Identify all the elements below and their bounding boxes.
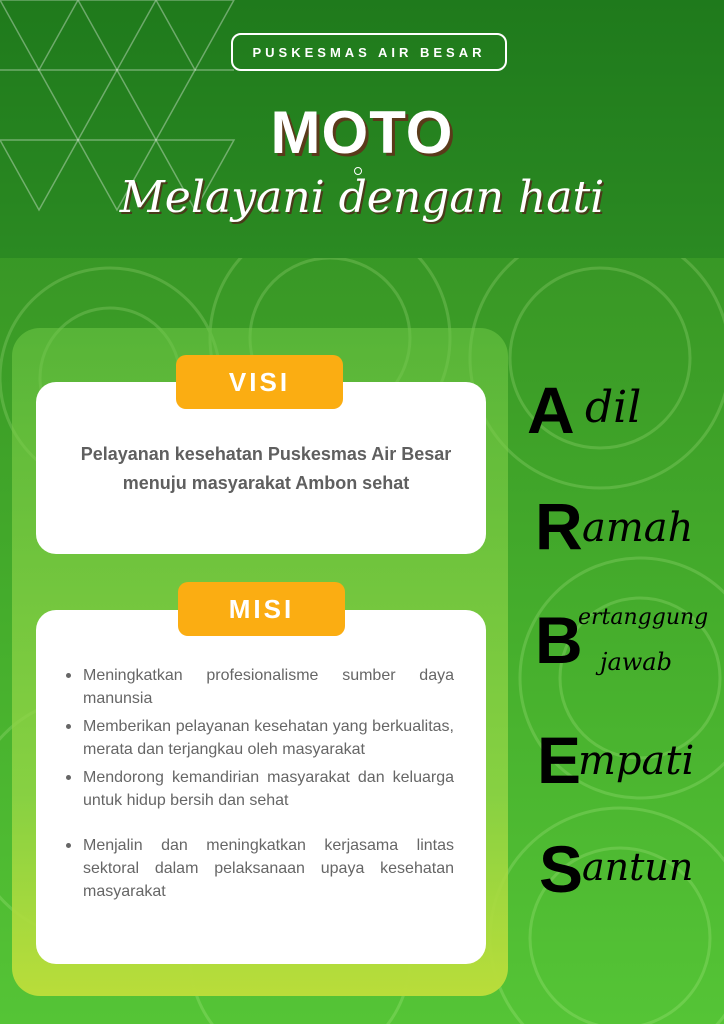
moto-title: MOTO [270, 99, 454, 166]
arbes-word-santun: antun [582, 845, 694, 889]
misi-item: Mendorong kemandirian masyarakat dan keluarga untuk hidup bersih dan sehat [66, 766, 454, 812]
organization-badge: PUSKESMAS AIR BESAR [231, 33, 507, 71]
arbes-word-ramah: amah [582, 505, 694, 551]
visi-label: VISI [176, 355, 343, 409]
arbes-word-adil: dil [585, 382, 642, 433]
arbes-letter-a: A [527, 373, 575, 447]
arbes-letter-r: R [535, 489, 583, 563]
moto-tagline: Melayani dengan hati [119, 172, 605, 223]
misi-item: Meningkatkan profesionalisme sumber daya manunsia [66, 664, 454, 710]
arbes-letter-s: S [539, 832, 584, 906]
arbes-letter-b: B [535, 603, 583, 677]
arbes-word-bertanggung: ertanggung [578, 605, 709, 630]
visi-text: Pelayanan kesehatan Puskesmas Air Besar menuju masyarakat Ambon sehat [80, 444, 452, 493]
misi-list [66, 664, 454, 908]
arbes-letter-e: E [537, 723, 582, 797]
misi-item: Memberikan pelayanan kesehatan yang berkualitas, merata dan terjangkau oleh masyarakat [66, 715, 454, 761]
misi-label: MISI [178, 582, 345, 636]
arbes-word-jawab: jawab [600, 648, 672, 676]
arbes-word-empati: mpati [578, 738, 695, 784]
misi-item: Menjalin dan meningkatkan kerjasama lintas sektoral dalam pelaksanaan upaya kesehatan masyarakat [66, 834, 454, 903]
